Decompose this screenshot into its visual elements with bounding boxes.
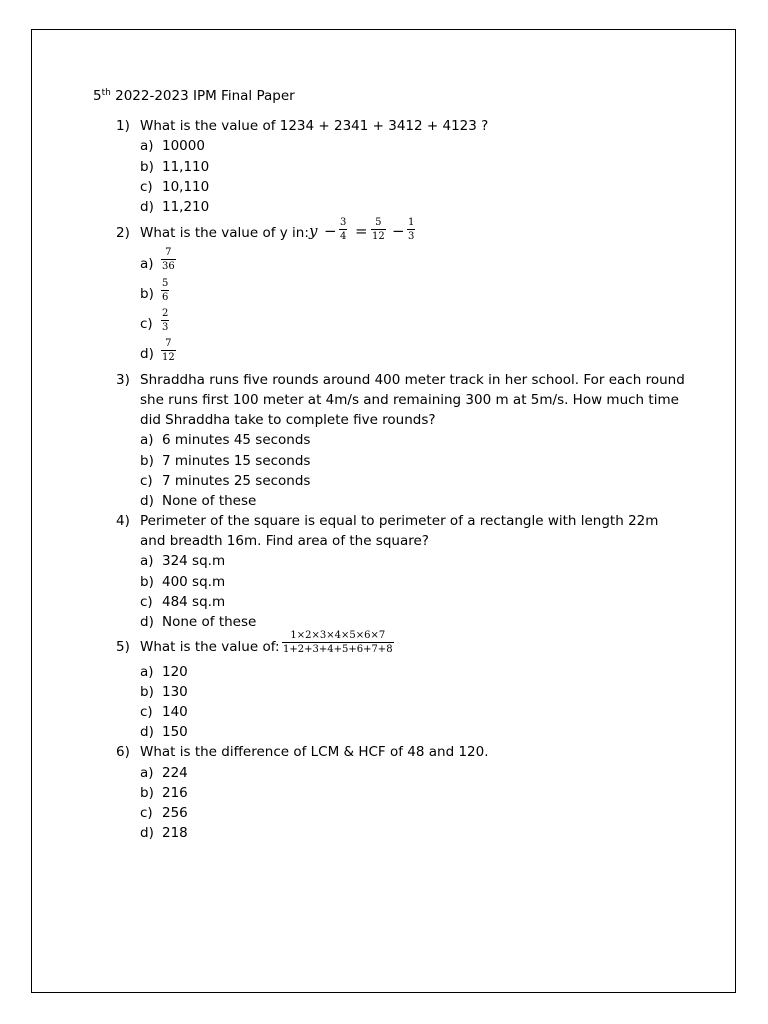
option-text: 400 sq.m: [162, 574, 226, 590]
question-number: 5): [116, 639, 130, 655]
option-letter: d): [140, 614, 154, 630]
option-letter: d): [140, 825, 154, 841]
equation-minus: −: [324, 222, 337, 240]
option-letter: b): [140, 286, 154, 302]
option-text: 484 sq.m: [162, 594, 226, 610]
option-text: 218: [162, 825, 188, 841]
fraction-denominator: 6: [162, 292, 169, 303]
option-letter: c): [140, 179, 153, 195]
question-number: 2): [116, 225, 130, 241]
question-number: 3): [116, 372, 130, 388]
fraction-denominator: 3: [162, 322, 169, 333]
fraction-denominator: 1+2+3+4+5+6+7+8: [283, 644, 393, 655]
question-number: 4): [116, 513, 130, 529]
page-border: [31, 29, 736, 993]
product-sum-fraction: [282, 630, 394, 655]
question-text-line: did Shraddha take to complete five rounds?: [140, 412, 436, 428]
question-text: What is the value of:: [140, 639, 280, 655]
fraction-denominator: 3: [408, 231, 415, 242]
question-text: What is the value of 1234 + 2341 + 3412 + 4123 ?: [140, 118, 489, 134]
option-text: 7 minutes 15 seconds: [162, 453, 311, 469]
option-letter: b): [140, 453, 154, 469]
question-number: 6): [116, 744, 130, 760]
equation-minus: −: [392, 222, 405, 240]
option-fraction: [161, 338, 176, 363]
option-letter: c): [140, 805, 153, 821]
option-letter: a): [140, 138, 154, 154]
question-text: What is the value of y in:: [140, 225, 309, 241]
option-letter: d): [140, 493, 154, 509]
fraction-numerator: 1×2×3×4×5×6×7: [290, 630, 386, 641]
question-text-line: Shraddha runs five rounds around 400 meter track in her school. For each round: [140, 372, 685, 388]
fraction-numerator: 7: [165, 338, 172, 349]
option-fraction: [161, 247, 176, 272]
question-text: What is the difference of LCM & HCF of 48 and 120.: [140, 744, 489, 760]
fraction-denominator: 12: [372, 231, 385, 242]
option-text: None of these: [162, 493, 257, 509]
option-text: 130: [162, 684, 188, 700]
option-letter: d): [140, 724, 154, 740]
option-letter: b): [140, 159, 154, 175]
option-letter: a): [140, 553, 154, 569]
option-letter: b): [140, 785, 154, 801]
option-letter: d): [140, 346, 154, 362]
fraction-denominator: 36: [162, 261, 175, 272]
option-letter: b): [140, 574, 154, 590]
option-text: 11,110: [162, 159, 210, 175]
fraction-numerator: 7: [165, 247, 172, 258]
option-text: 10,110: [162, 179, 210, 195]
equation-fraction: [371, 217, 386, 242]
equation-fraction: [407, 217, 415, 242]
question-number: 1): [116, 118, 130, 134]
title-text: 2022-2023 IPM Final Paper: [110, 88, 295, 104]
option-fraction: [161, 308, 169, 333]
option-text: 216: [162, 785, 188, 801]
option-letter: a): [140, 432, 154, 448]
equation-fraction: [339, 217, 347, 242]
option-text: 140: [162, 704, 188, 720]
option-letter: d): [140, 199, 154, 215]
option-text: 224: [162, 765, 188, 781]
fraction-numerator: 5: [375, 217, 382, 228]
option-text: None of these: [162, 614, 257, 630]
option-fraction: [161, 278, 169, 303]
equation-variable: y: [309, 222, 318, 240]
option-text: 324 sq.m: [162, 553, 226, 569]
option-letter: c): [140, 594, 153, 610]
option-letter: a): [140, 256, 154, 272]
option-letter: b): [140, 684, 154, 700]
grade-suffix: th: [101, 88, 111, 98]
option-text: 10000: [162, 138, 205, 154]
option-letter: a): [140, 765, 154, 781]
option-text: 256: [162, 805, 188, 821]
fraction-denominator: 12: [162, 352, 175, 363]
fraction-numerator: 5: [162, 278, 169, 289]
fraction-numerator: 1: [408, 217, 415, 228]
question-text-line: Perimeter of the square is equal to perimeter of a rectangle with length 22m: [140, 513, 659, 529]
fraction-numerator: 3: [340, 217, 347, 228]
option-letter: c): [140, 316, 153, 332]
fraction-numerator: 2: [162, 308, 169, 319]
option-letter: c): [140, 473, 153, 489]
option-text: 150: [162, 724, 188, 740]
question-text-line: and breadth 16m. Find area of the square?: [140, 533, 429, 549]
paper-title: [93, 88, 295, 104]
option-text: 6 minutes 45 seconds: [162, 432, 311, 448]
option-text: 7 minutes 25 seconds: [162, 473, 311, 489]
option-letter: a): [140, 664, 154, 680]
option-text: 11,210: [162, 199, 210, 215]
option-letter: c): [140, 704, 153, 720]
option-text: 120: [162, 664, 188, 680]
question-text-line: she runs first 100 meter at 4m/s and remaining 300 m at 5m/s. How much time: [140, 392, 679, 408]
grade-number: 5: [93, 88, 102, 104]
equation-equals: =: [355, 222, 368, 240]
fraction-denominator: 4: [340, 231, 347, 242]
